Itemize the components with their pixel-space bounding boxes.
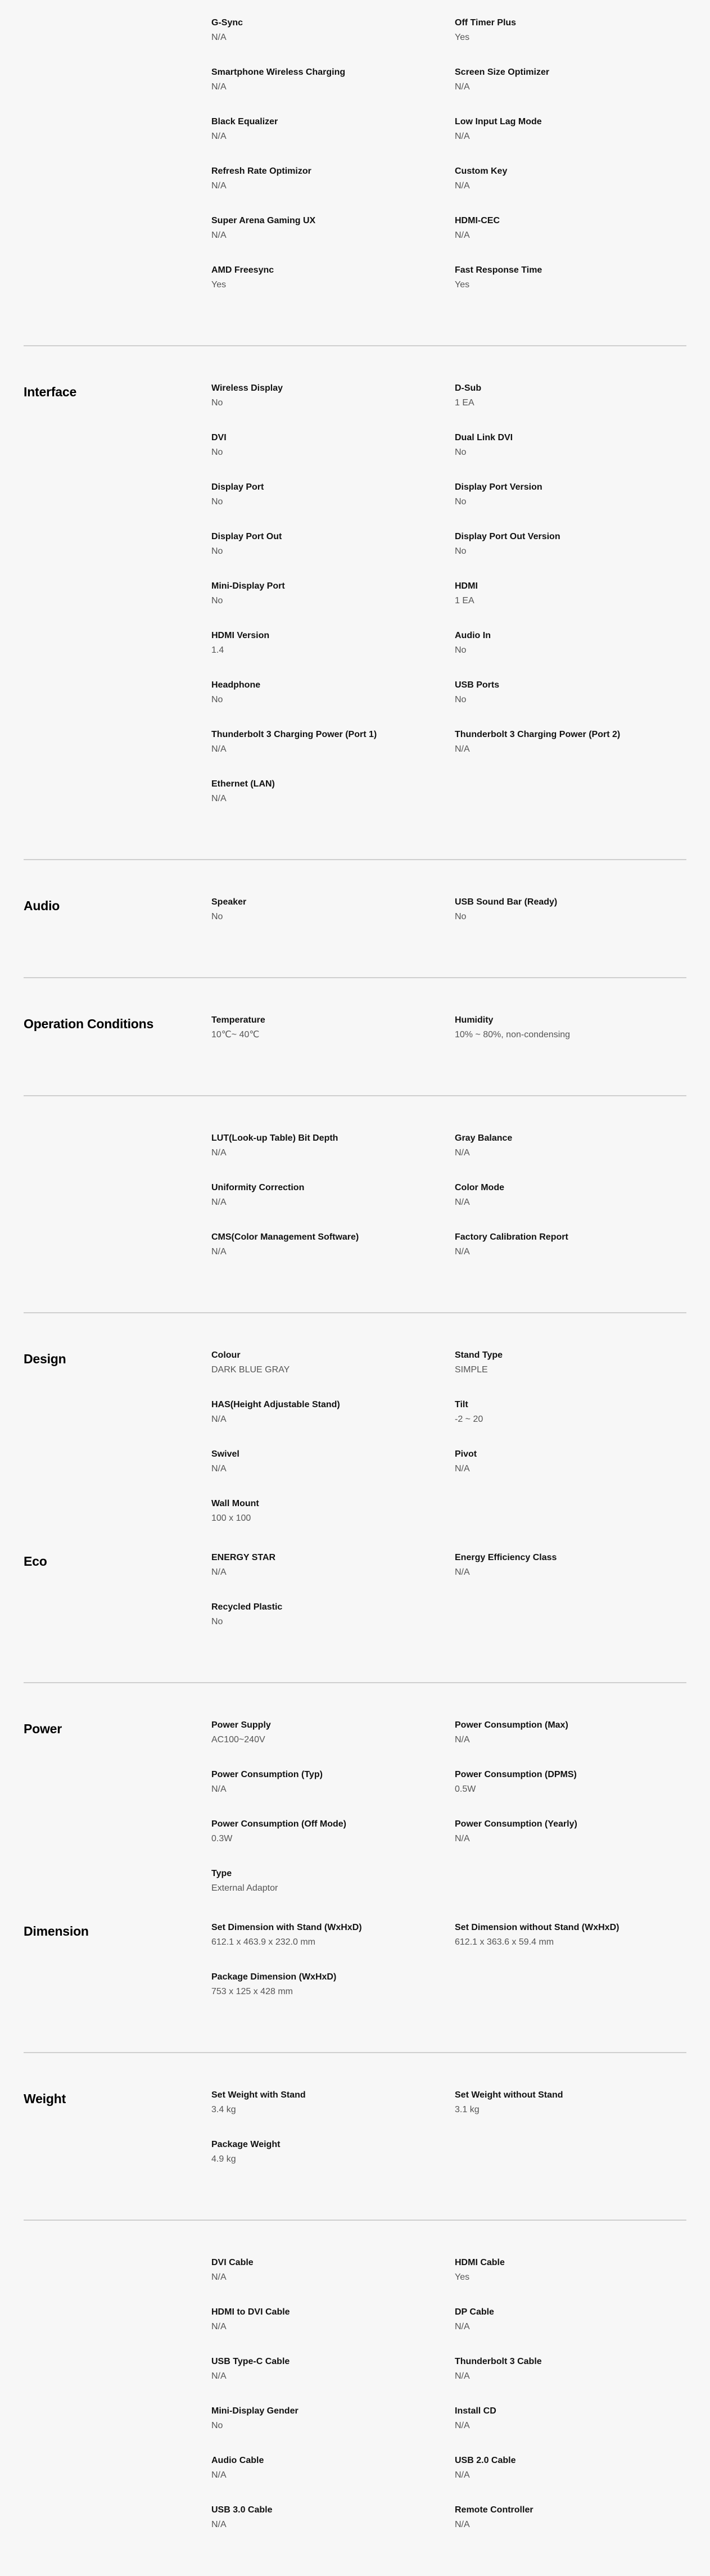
spec-item-display-port-version: [455, 481, 678, 531]
spec-item-set-weight-with-stand: [211, 2089, 455, 2139]
spec-item-mini-display-port: [211, 580, 455, 630]
spec-label: Power Consumption (Max): [455, 1720, 568, 1730]
spec-label: Headphone: [211, 680, 261, 690]
spec-item-wireless-display: [211, 382, 455, 432]
spec-value: N/A: [211, 82, 227, 92]
spec-item-usb-sound-bar-ready: [455, 896, 678, 946]
spec-value: N/A: [455, 1567, 470, 1577]
spec-label: AMD Freesync: [211, 265, 274, 275]
spec-value: 10℃~ 40℃: [211, 1030, 260, 1040]
spec-block: [24, 1132, 686, 1281]
spec-grid: [211, 1349, 678, 1547]
spec-label: Power Consumption (DPMS): [455, 1770, 577, 1779]
spec-value: 1.4: [211, 645, 224, 655]
spec-label: USB Type-C Cable: [211, 2357, 290, 2366]
spec-grid: [211, 17, 678, 314]
spec-value: No: [455, 497, 467, 507]
spec-value: N/A: [455, 1197, 470, 1207]
spec-item-display-port-out-version: [455, 531, 678, 580]
spec-item-usb-2-0-cable: [455, 2455, 678, 2504]
spec-block: [24, 1922, 686, 2021]
spec-item-amd-freesync: [211, 264, 455, 314]
spec-item-gray-balance: [455, 1132, 678, 1182]
spec-value: N/A: [211, 132, 227, 141]
spec-value: AC100~240V: [211, 1735, 265, 1745]
spec-value: N/A: [455, 2371, 470, 2381]
spec-label: Power Consumption (Typ): [211, 1770, 323, 1779]
section-power: [24, 1682, 686, 2052]
spec-label: Gray Balance: [455, 1133, 513, 1143]
spec-block: [24, 1014, 686, 1064]
spec-value: N/A: [455, 2470, 470, 2480]
spec-item-set-dimension-without-stand-wxhxd: [455, 1922, 678, 1971]
spec-item-hdmi: [455, 580, 678, 630]
spec-block: [24, 1552, 686, 1651]
spec-label: Colour: [211, 1350, 241, 1360]
spec-item-set-weight-without-stand: [455, 2089, 678, 2139]
spec-item-hdmi-to-dvi-cable: [211, 2306, 455, 2356]
section-features: [24, 0, 686, 345]
spec-item-pivot: [455, 1448, 678, 1498]
spec-item-energy-star: [211, 1552, 455, 1601]
spec-label: Low Input Lag Mode: [455, 117, 542, 126]
spec-block: [24, 382, 686, 828]
spec-label: Ethernet (LAN): [211, 779, 275, 789]
spec-value: N/A: [455, 2421, 470, 2430]
spec-value: N/A: [211, 1784, 227, 1794]
spec-value: N/A: [211, 2371, 227, 2381]
spec-item-thunderbolt-3-cable: [455, 2356, 678, 2405]
section-audio: [24, 859, 686, 977]
spec-grid: [211, 1922, 678, 2021]
section-design: [24, 1312, 686, 1682]
spec-item-has-height-adjustable-stand: [211, 1399, 455, 1448]
spec-item-install-cd: [455, 2405, 678, 2455]
spec-label: Type: [211, 1869, 232, 1878]
spec-label: Temperature: [211, 1015, 265, 1025]
spec-value: 612.1 x 363.6 x 59.4 mm: [455, 1937, 554, 1947]
spec-item-thunderbolt-3-charging-power-port-2: [455, 729, 678, 778]
spec-label: LUT(Look-up Table) Bit Depth: [211, 1133, 338, 1143]
spec-value: Yes: [455, 2272, 470, 2282]
spec-item-swivel: [211, 1448, 455, 1498]
spec-value: N/A: [211, 2470, 227, 2480]
spec-block: [24, 896, 686, 946]
spec-grid: [211, 1132, 678, 1281]
spec-item-set-dimension-with-stand-wxhxd: [211, 1922, 455, 1971]
spec-item-hdmi-cable: [455, 2257, 678, 2306]
section-calibration: [24, 1095, 686, 1312]
spec-item-temperature: [211, 1014, 455, 1064]
spec-value: N/A: [211, 231, 227, 240]
spec-label: Audio Cable: [211, 2456, 264, 2465]
spec-grid: [211, 2257, 678, 2554]
spec-value: No: [211, 912, 223, 921]
spec-label: HDMI Cable: [455, 2258, 505, 2267]
spec-value: N/A: [455, 1464, 470, 1474]
spec-value: N/A: [211, 794, 227, 803]
spec-value: N/A: [211, 2272, 227, 2282]
spec-value: N/A: [211, 33, 227, 42]
spec-label: Screen Size Optimizer: [455, 67, 550, 77]
spec-label: Display Port Out: [211, 532, 282, 541]
section-title: Weight: [24, 2091, 66, 2106]
spec-value: N/A: [455, 1735, 470, 1745]
spec-label: Refresh Rate Optimizor: [211, 166, 311, 176]
spec-item-factory-calibration-report: [455, 1231, 678, 1281]
spec-value: 0.5W: [455, 1784, 476, 1794]
spec-item-dual-link-dvi: [455, 432, 678, 481]
spec-label: Uniformity Correction: [211, 1183, 305, 1192]
spec-value: N/A: [211, 1464, 227, 1474]
spec-label: Energy Efficiency Class: [455, 1553, 557, 1562]
spec-label: Thunderbolt 3 Charging Power (Port 2): [455, 730, 621, 739]
spec-value: No: [211, 596, 223, 605]
spec-value: No: [211, 398, 223, 408]
section-title: Power: [24, 1721, 62, 1736]
spec-label: USB Ports: [455, 680, 500, 690]
spec-item-custom-key: [455, 165, 678, 215]
section-title: Audio: [24, 898, 60, 913]
spec-value: No: [455, 448, 467, 457]
section-weight: [24, 2052, 686, 2220]
spec-item-audio-cable: [211, 2455, 455, 2504]
spec-item-thunderbolt-3-charging-power-port-1: [211, 729, 455, 778]
spec-value: N/A: [455, 1834, 470, 1843]
spec-item-power-supply: [211, 1719, 455, 1769]
spec-label: Wall Mount: [211, 1499, 259, 1508]
spec-block: [24, 2089, 686, 2188]
spec-label: Power Supply: [211, 1720, 271, 1730]
spec-item-power-consumption-max: [455, 1719, 678, 1769]
spec-item-power-consumption-dpms: [455, 1769, 678, 1818]
spec-item-usb-3-0-cable: [211, 2504, 455, 2554]
spec-label: Set Weight with Stand: [211, 2090, 306, 2100]
spec-value: 10% ~ 80%, non-condensing: [455, 1030, 571, 1040]
spec-item-super-arena-gaming-ux: [211, 215, 455, 264]
spec-value: No: [455, 912, 467, 921]
spec-item-colour: [211, 1349, 455, 1399]
spec-value: No: [211, 497, 223, 507]
spec-value: No: [211, 2421, 223, 2430]
spec-block: [24, 2257, 686, 2554]
spec-label: Package Weight: [211, 2140, 281, 2149]
spec-grid: [211, 1719, 678, 1917]
section-interface: [24, 345, 686, 859]
spec-item-off-timer-plus: [455, 17, 678, 66]
spec-item-usb-ports: [455, 679, 678, 729]
spec-item-refresh-rate-optimizor: [211, 165, 455, 215]
spec-label: Dual Link DVI: [455, 433, 513, 442]
spec-label: Remote Controller: [455, 2505, 533, 2515]
spec-label: DVI: [211, 433, 227, 442]
spec-label: Humidity: [455, 1015, 494, 1025]
spec-item-package-weight: [211, 2139, 455, 2188]
spec-item-audio-in: [455, 630, 678, 679]
spec-value: 100 x 100: [211, 1513, 251, 1523]
spec-label: D-Sub: [455, 383, 482, 393]
spec-label: Set Weight without Stand: [455, 2090, 563, 2100]
spec-label: Stand Type: [455, 1350, 503, 1360]
spec-label: Thunderbolt 3 Charging Power (Port 1): [211, 730, 377, 739]
spec-label: Package Dimension (WxHxD): [211, 1972, 337, 1982]
spec-value: 753 x 125 x 428 mm: [211, 1987, 293, 1996]
spec-label: HDMI Version: [211, 631, 270, 640]
spec-value: No: [211, 1617, 223, 1626]
spec-value: N/A: [455, 82, 470, 92]
spec-item-mini-display-gender: [211, 2405, 455, 2455]
spec-value: 3.4 kg: [211, 2105, 236, 2114]
spec-item-dvi-cable: [211, 2257, 455, 2306]
spec-label: Fast Response Time: [455, 265, 542, 275]
spec-item-wall-mount: [211, 1498, 455, 1547]
spec-item-screen-size-optimizer: [455, 66, 678, 116]
spec-item-power-consumption-off-mode: [211, 1818, 455, 1868]
spec-value: N/A: [455, 1247, 470, 1257]
spec-value: N/A: [455, 744, 470, 754]
spec-label: CMS(Color Management Software): [211, 1232, 359, 1242]
spec-grid: [211, 896, 678, 946]
spec-value: DARK BLUE GRAY: [211, 1365, 290, 1375]
spec-item-tilt: [455, 1399, 678, 1448]
spec-label: Custom Key: [455, 166, 508, 176]
spec-value: N/A: [455, 2322, 470, 2331]
section-title: Eco: [24, 1554, 47, 1569]
spec-label: HDMI-CEC: [455, 216, 500, 225]
spec-item-hdmi-version: [211, 630, 455, 679]
spec-label: Set Dimension without Stand (WxHxD): [455, 1923, 619, 1932]
spec-label: Mini-Display Port: [211, 581, 285, 591]
spec-label: Set Dimension with Stand (WxHxD): [211, 1923, 362, 1932]
spec-value: 0.3W: [211, 1834, 233, 1843]
section-title: Operation Conditions: [24, 1016, 154, 1031]
spec-value: -2 ~ 20: [455, 1414, 483, 1424]
spec-item-hdmi-cec: [455, 215, 678, 264]
spec-value: N/A: [455, 181, 470, 191]
spec-value: N/A: [211, 1148, 227, 1158]
spec-label: G-Sync: [211, 18, 243, 28]
spec-label: Recycled Plastic: [211, 1602, 283, 1612]
spec-label: USB Sound Bar (Ready): [455, 897, 558, 907]
spec-value: N/A: [211, 2520, 227, 2529]
spec-value: No: [455, 546, 467, 556]
spec-item-d-sub: [455, 382, 678, 432]
spec-value: N/A: [455, 1148, 470, 1158]
spec-label: DVI Cable: [211, 2258, 254, 2267]
spec-item-color-mode: [455, 1182, 678, 1231]
spec-item-low-input-lag-mode: [455, 116, 678, 165]
spec-label: Display Port Out Version: [455, 532, 560, 541]
spec-label: Super Arena Gaming UX: [211, 216, 316, 225]
section-accessories: [24, 2220, 686, 2576]
spec-value: 4.9 kg: [211, 2154, 236, 2164]
spec-label: Pivot: [455, 1449, 477, 1459]
spec-block: [24, 1349, 686, 1547]
spec-item-smartphone-wireless-charging: [211, 66, 455, 116]
spec-item-humidity: [455, 1014, 678, 1064]
spec-value: No: [211, 695, 223, 704]
spec-label: Smartphone Wireless Charging: [211, 67, 346, 77]
spec-item-usb-type-c-cable: [211, 2356, 455, 2405]
spec-grid: [211, 1552, 678, 1651]
spec-item-power-consumption-yearly: [455, 1818, 678, 1868]
spec-item-energy-efficiency-class: [455, 1552, 678, 1601]
spec-item-display-port-out: [211, 531, 455, 580]
spec-label: HAS(Height Adjustable Stand): [211, 1400, 340, 1409]
spec-item-g-sync: [211, 17, 455, 66]
spec-item-speaker: [211, 896, 455, 946]
spec-label: ENERGY STAR: [211, 1553, 276, 1562]
spec-item-remote-controller: [455, 2504, 678, 2554]
section-operation: [24, 977, 686, 1095]
spec-value: Yes: [455, 280, 470, 290]
spec-item-cms-color-management-software: [211, 1231, 455, 1281]
spec-block: [24, 17, 686, 314]
spec-label: Power Consumption (Off Mode): [211, 1819, 346, 1829]
spec-block: [24, 1719, 686, 1917]
spec-label: Audio In: [455, 631, 491, 640]
spec-label: Factory Calibration Report: [455, 1232, 568, 1242]
spec-item-dvi: [211, 432, 455, 481]
spec-label: Speaker: [211, 897, 247, 907]
spec-item-dp-cable: [455, 2306, 678, 2356]
spec-value: N/A: [211, 744, 227, 754]
spec-label: Black Equalizer: [211, 117, 278, 126]
spec-item-display-port: [211, 481, 455, 531]
spec-grid: [211, 2089, 678, 2188]
spec-value: N/A: [455, 132, 470, 141]
spec-value: N/A: [211, 1197, 227, 1207]
spec-value: 612.1 x 463.9 x 232.0 mm: [211, 1937, 315, 1947]
spec-value: N/A: [211, 181, 227, 191]
spec-item-black-equalizer: [211, 116, 455, 165]
spec-label: Color Mode: [455, 1183, 504, 1192]
spec-value: SIMPLE: [455, 1365, 488, 1375]
spec-value: N/A: [455, 2520, 470, 2529]
spec-label: Thunderbolt 3 Cable: [455, 2357, 542, 2366]
spec-grid: [211, 1014, 678, 1064]
spec-value: No: [455, 695, 467, 704]
spec-label: HDMI: [455, 581, 478, 591]
spec-grid: [211, 382, 678, 828]
spec-value: N/A: [211, 2322, 227, 2331]
spec-item-type: [211, 1868, 455, 1917]
spec-label: Display Port Version: [455, 482, 542, 492]
spec-item-fast-response-time: [455, 264, 678, 314]
spec-value: No: [455, 645, 467, 655]
spec-item-package-dimension-wxhxd: [211, 1971, 455, 2021]
section-title: Dimension: [24, 1924, 89, 1938]
spec-item-headphone: [211, 679, 455, 729]
spec-label: USB 2.0 Cable: [455, 2456, 516, 2465]
spec-value: 3.1 kg: [455, 2105, 480, 2114]
spec-item-recycled-plastic: [211, 1601, 455, 1651]
spec-item-power-consumption-typ: [211, 1769, 455, 1818]
spec-value: N/A: [211, 1247, 227, 1257]
spec-value: External Adaptor: [211, 1883, 278, 1893]
spec-label: USB 3.0 Cable: [211, 2505, 273, 2515]
spec-label: Display Port: [211, 482, 264, 492]
spec-item-lut-look-up-table-bit-depth: [211, 1132, 455, 1182]
spec-label: Off Timer Plus: [455, 18, 517, 28]
spec-value: Yes: [211, 280, 227, 290]
spec-value: Yes: [455, 33, 470, 42]
spec-value: 1 EA: [455, 398, 474, 408]
spec-label: HDMI to DVI Cable: [211, 2307, 290, 2317]
spec-value: N/A: [455, 231, 470, 240]
spec-value: 1 EA: [455, 596, 474, 605]
spec-label: Tilt: [455, 1400, 468, 1409]
spec-item-stand-type: [455, 1349, 678, 1399]
spec-value: N/A: [211, 1567, 227, 1577]
spec-value: No: [211, 448, 223, 457]
spec-value: No: [211, 546, 223, 556]
spec-value: N/A: [211, 1414, 227, 1424]
section-title: Design: [24, 1352, 66, 1366]
spec-label: Swivel: [211, 1449, 239, 1459]
spec-label: Install CD: [455, 2406, 496, 2416]
spec-item-uniformity-correction: [211, 1182, 455, 1231]
spec-item-ethernet-lan: [211, 778, 455, 828]
spec-label: Mini-Display Gender: [211, 2406, 299, 2416]
spec-label: DP Cable: [455, 2307, 494, 2317]
spec-label: Power Consumption (Yearly): [455, 1819, 577, 1829]
spec-label: Wireless Display: [211, 383, 283, 393]
section-title: Interface: [24, 385, 77, 399]
